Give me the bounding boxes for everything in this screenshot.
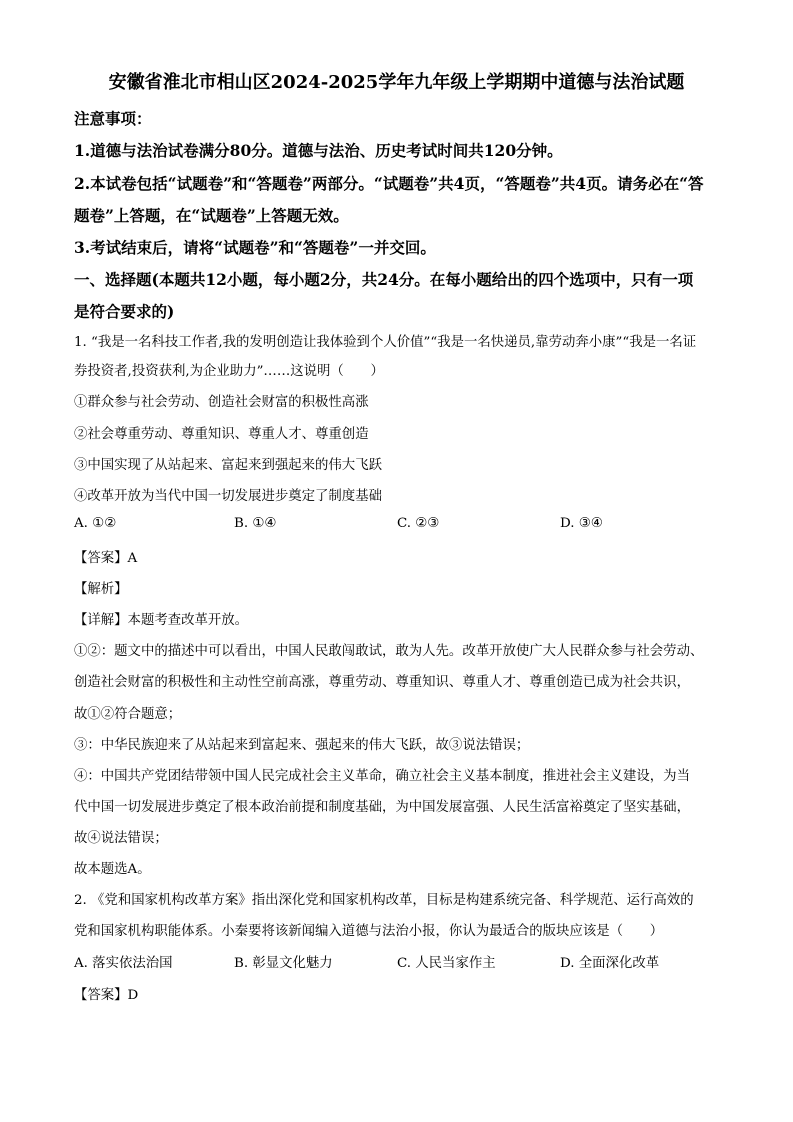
q1-option-a: A. ①② — [74, 516, 117, 531]
page-title: 安徽省淮北市相山区2024-2025学年九年级上学期期中道德与法治试题 — [108, 72, 685, 93]
q1-answer: 【答案】A — [74, 551, 138, 566]
q2-stem-line-1: 2. 《党和国家机构改革方案》指出深化党和国家机构改革，目标是构建系统完备、科学规范、运行高效的 — [74, 893, 694, 908]
q1-explain-3-line-1: ④：中国共产党团结带领中国人民完成社会主义革命，确立社会主义基本制度，推进社会主义建设，为当 — [74, 769, 690, 784]
q1-stem-line-2: 券投资者,投资获利,为企业助力”……这说明（ ） — [74, 364, 384, 379]
q1-conclusion: 故本题选A。 — [74, 862, 151, 877]
notice-heading: 注意事项： — [74, 109, 152, 128]
q1-explain-1-line-1: ①②：题文中的描述中可以看出，中国人民敢闯敢试，敢为人先。改革开放使广大人民群众参与社会劳动、 — [74, 644, 704, 659]
q1-statement-4: ④改革开放为当代中国一切发展进步奠定了制度基础 — [74, 489, 382, 504]
section-heading-line-1: 一、选择题(本题共12小题，每小题2分，共24分。在每小题给出的四个选项中，只有一项 — [74, 270, 694, 289]
q1-statement-1: ①群众参与社会劳动、创造社会财富的积极性高涨 — [74, 395, 369, 410]
q1-detail: 【详解】本题考查改革开放。 — [74, 613, 249, 628]
q2-stem-line-2: 党和国家机构职能体系。小秦要将该新闻编入道德与法治小报，你认为最适合的版块应该是（ ） — [74, 924, 664, 939]
notice-item-2-line-1: 2.本试卷包括“试题卷”和“答题卷”两部分。“试题卷”共4页，“答题卷”共4页。请务必在“答 — [74, 174, 704, 193]
q1-analysis: 【解析】 — [74, 582, 128, 597]
q1-explain-2: ③：中华民族迎来了从站起来到富起来、强起来的伟大飞跃，故③说法错误； — [74, 738, 530, 753]
q1-statement-3: ③中国实现了从站起来、富起来到强起来的伟大飞跃 — [74, 458, 382, 473]
q2-option-a: A. 落实依法治国 — [74, 956, 173, 971]
q2-option-b: B. 彰显文化魅力 — [234, 956, 333, 971]
q2-option-d: D. 全面深化改革 — [560, 956, 660, 971]
q1-option-c: C. ②③ — [397, 516, 440, 531]
q1-explain-3-line-2: 代中国一切发展进步奠定了根本政治前提和制度基础，为中国发展富强、人民生活富裕奠定了坚实基础， — [74, 800, 690, 815]
q2-option-c: C. 人民当家作主 — [397, 956, 496, 971]
notice-item-3: 3.考试结束后，请将“试题卷”和“答题卷”一并交回。 — [74, 238, 436, 257]
q1-explain-1-line-2: 创造社会财富的积极性和主动性空前高涨，尊重劳动、尊重知识、尊重人才、尊重创造已成为社会共识， — [74, 675, 690, 690]
section-heading-line-2: 是符合要求的) — [74, 302, 175, 321]
q1-explain-1-line-3: 故①②符合题意； — [74, 707, 182, 722]
q1-explain-3-line-3: 故④说法错误； — [74, 831, 168, 846]
q1-stem-line-1: 1. “我是一名科技工作者,我的发明创造让我体验到个人价值”“我是一名快递员,靠劳动奔小康”“我是一名证 — [74, 335, 697, 350]
q1-option-b: B. ①④ — [234, 516, 277, 531]
notice-item-1: 1.道德与法治试卷满分80分。道德与法治、历史考试时间共120分钟。 — [74, 141, 563, 160]
q2-answer: 【答案】D — [74, 988, 139, 1003]
q1-statement-2: ②社会尊重劳动、尊重知识、尊重人才、尊重创造 — [74, 427, 369, 442]
notice-item-2-line-2: 题卷”上答题，在“试题卷”上答题无效。 — [74, 206, 349, 225]
q1-option-d: D. ③④ — [560, 516, 603, 531]
